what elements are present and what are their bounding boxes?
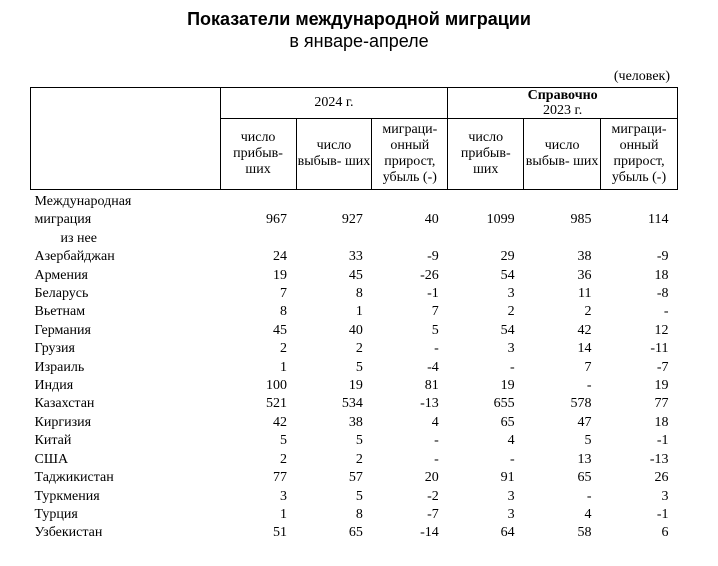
table-cell: 5 xyxy=(280,433,288,449)
total-label-line2: миграция xyxy=(34,212,92,228)
table-cell: 54 xyxy=(500,322,515,338)
column-group-reference xyxy=(448,88,678,119)
row-label-country: США xyxy=(34,451,69,467)
row-label-country: Вьетнам xyxy=(34,304,86,320)
table-cell: 38 xyxy=(577,249,592,265)
table-cell: 51 xyxy=(273,525,288,541)
table-row xyxy=(31,377,678,395)
row-label-country: Израиль xyxy=(34,359,85,375)
table-cell: 36 xyxy=(577,267,592,283)
table-cell: 534 xyxy=(341,396,363,412)
table-cell: -11 xyxy=(650,341,669,357)
table-cell: 19 xyxy=(654,378,669,394)
table-row xyxy=(31,524,678,542)
table-cell: 18 xyxy=(654,267,669,283)
page-title: Показатели международной миграции xyxy=(187,9,531,29)
column-group-2024: 2024 г. xyxy=(220,88,448,119)
table-cell: 1 xyxy=(355,304,363,320)
table-cell: 2 xyxy=(584,304,592,320)
row-label-country: Беларусь xyxy=(34,286,89,302)
table-cell: 8 xyxy=(355,506,363,522)
table-cell: 8 xyxy=(355,286,363,302)
row-label-country: Армения xyxy=(34,267,88,283)
table-cell: 4 xyxy=(431,414,439,430)
table-cell: 40 xyxy=(348,322,363,338)
table-cell: -13 xyxy=(649,451,669,467)
table-cell: - xyxy=(434,451,439,467)
table-cell: -7 xyxy=(656,359,669,375)
table-cell: 6 xyxy=(661,525,669,541)
table-cell: 2 xyxy=(280,341,288,357)
table-cell: 985 xyxy=(570,212,592,227)
table-cell: - xyxy=(663,304,669,320)
table-row xyxy=(31,469,678,487)
table-row xyxy=(31,267,678,285)
table-cell: 5 xyxy=(355,433,363,449)
table-cell: 114 xyxy=(648,212,669,227)
table-row xyxy=(31,488,678,506)
page-subtitle: в январе-апреле xyxy=(289,31,429,51)
table-cell: 18 xyxy=(654,414,669,430)
table-cell: -14 xyxy=(420,525,439,541)
table-cell: - xyxy=(434,433,439,449)
table-cell: 81 xyxy=(424,378,439,394)
table-cell: 3 xyxy=(507,506,515,522)
column-arrivals-2024: число прибыв- ших xyxy=(220,119,296,190)
row-label-country: Турция xyxy=(34,506,78,522)
column-net-2024: миграци- онный прирост, убыль (-) xyxy=(372,119,448,190)
table-cell: 2 xyxy=(355,451,363,467)
table-cell: 2 xyxy=(507,304,515,320)
table-row xyxy=(31,340,678,358)
table-cell: 3 xyxy=(507,286,515,302)
table-cell: 7 xyxy=(584,359,592,375)
table-cell: 19 xyxy=(500,378,515,394)
row-label-country: Азербайджан xyxy=(34,249,115,265)
row-label-country: Германия xyxy=(34,322,91,338)
column-arrivals-2023: число прибыв- ших xyxy=(448,119,524,190)
table-row-total xyxy=(31,190,678,249)
table-cell: - xyxy=(586,488,592,504)
table-cell: 40 xyxy=(424,212,439,227)
table-row xyxy=(31,395,678,413)
table-cell: -8 xyxy=(656,286,669,302)
table-cell: -13 xyxy=(420,396,439,412)
table-cell: 5 xyxy=(431,322,439,338)
table-cell: 77 xyxy=(654,396,669,412)
table-cell: 8 xyxy=(280,304,288,320)
table-cell: 65 xyxy=(500,414,515,430)
table-cell: -1 xyxy=(427,286,439,302)
table-row xyxy=(31,359,678,377)
row-label-country: Таджикистан xyxy=(34,470,114,486)
table-cell: 54 xyxy=(500,267,515,283)
table-row xyxy=(31,303,678,321)
table-cell: 5 xyxy=(584,433,592,449)
table-cell: 19 xyxy=(348,378,363,394)
table-cell: 26 xyxy=(654,470,669,486)
table-cell: 57 xyxy=(348,470,363,486)
table-row xyxy=(31,506,678,524)
total-label-line1: Международная xyxy=(34,194,132,209)
row-label-country: Казахстан xyxy=(34,396,95,412)
table-cell: 3 xyxy=(507,341,515,357)
table-cell: 45 xyxy=(348,267,363,283)
table-cell: 967 xyxy=(266,212,288,227)
table-cell: - xyxy=(510,451,515,467)
table-cell: -1 xyxy=(656,506,669,522)
table-row xyxy=(31,414,678,432)
table-cell: -9 xyxy=(656,249,669,265)
row-label-country: Туркмения xyxy=(34,488,100,504)
table-cell: 58 xyxy=(577,525,592,541)
row-label-country: Индия xyxy=(34,378,74,394)
header-blank-cell xyxy=(31,88,221,190)
table-cell: 12 xyxy=(654,322,669,338)
table-cell: 91 xyxy=(500,470,515,486)
migration-table xyxy=(30,87,678,543)
table-cell: 7 xyxy=(431,304,439,320)
table-cell: - xyxy=(434,341,439,357)
table-cell: 19 xyxy=(273,267,288,283)
table-cell: 65 xyxy=(348,525,363,541)
table-cell: 3 xyxy=(280,488,288,504)
table-cell: 4 xyxy=(507,433,515,449)
table-cell: 5 xyxy=(355,488,363,504)
table-cell: 4 xyxy=(584,506,592,522)
table-cell: - xyxy=(510,359,515,375)
table-row xyxy=(31,248,678,266)
table-cell: -1 xyxy=(656,433,669,449)
table-cell: 38 xyxy=(348,414,363,430)
row-label-total xyxy=(31,190,221,249)
row-label-country: Киргизия xyxy=(34,414,92,430)
table-cell: 42 xyxy=(273,414,288,430)
table-cell: 3 xyxy=(661,488,669,504)
table-cell: - xyxy=(586,378,592,394)
table-cell: 45 xyxy=(273,322,288,338)
table-row xyxy=(31,432,678,450)
table-cell: 14 xyxy=(577,341,592,357)
unit-label: (человек) xyxy=(613,69,670,84)
table-cell: 29 xyxy=(500,249,515,265)
column-net-2023: миграци- онный прирост, убыль (-) xyxy=(601,119,678,190)
table-cell: -7 xyxy=(427,506,439,522)
reference-year: 2023 г. xyxy=(543,103,583,118)
table-cell: 578 xyxy=(570,396,592,412)
table-cell: 521 xyxy=(266,396,288,412)
table-row xyxy=(31,322,678,340)
table-cell: 1 xyxy=(280,359,288,375)
table-cell: 20 xyxy=(424,470,439,486)
table-cell: 24 xyxy=(273,249,288,265)
table-cell: 64 xyxy=(500,525,515,541)
table-row xyxy=(31,451,678,469)
table-row xyxy=(31,285,678,303)
table-cell: 2 xyxy=(355,341,363,357)
table-cell: 655 xyxy=(493,396,515,412)
column-departures-2023: число выбыв- ших xyxy=(524,119,601,190)
table-cell: -26 xyxy=(420,267,439,283)
table-cell: 100 xyxy=(266,378,288,394)
table-cell: 1099 xyxy=(486,212,515,227)
table-cell: 42 xyxy=(577,322,592,338)
country-rows xyxy=(31,248,678,543)
table-cell: 11 xyxy=(578,286,592,302)
row-label-country: Грузия xyxy=(34,341,75,357)
row-label-country: Китай xyxy=(34,433,72,449)
table-cell: 5 xyxy=(355,359,363,375)
table-cell: 927 xyxy=(341,212,363,227)
table-cell: 2 xyxy=(280,451,288,467)
table-cell: -9 xyxy=(427,249,439,265)
reference-title: Справочно xyxy=(527,88,598,103)
table-cell: 3 xyxy=(507,488,515,504)
table-cell: 47 xyxy=(577,414,592,430)
table-cell: 65 xyxy=(577,470,592,486)
table-cell: 13 xyxy=(577,451,592,467)
table-cell: -4 xyxy=(427,359,439,375)
table-cell: 33 xyxy=(348,249,363,265)
table-cell: 77 xyxy=(273,470,288,486)
column-departures-2024: число выбыв- ших xyxy=(296,119,372,190)
total-label-line3: из нее xyxy=(60,230,97,246)
row-label-country: Узбекистан xyxy=(34,525,103,541)
table-cell: 7 xyxy=(280,286,288,302)
table-cell: -2 xyxy=(427,488,439,504)
table-cell: 1 xyxy=(280,506,288,522)
